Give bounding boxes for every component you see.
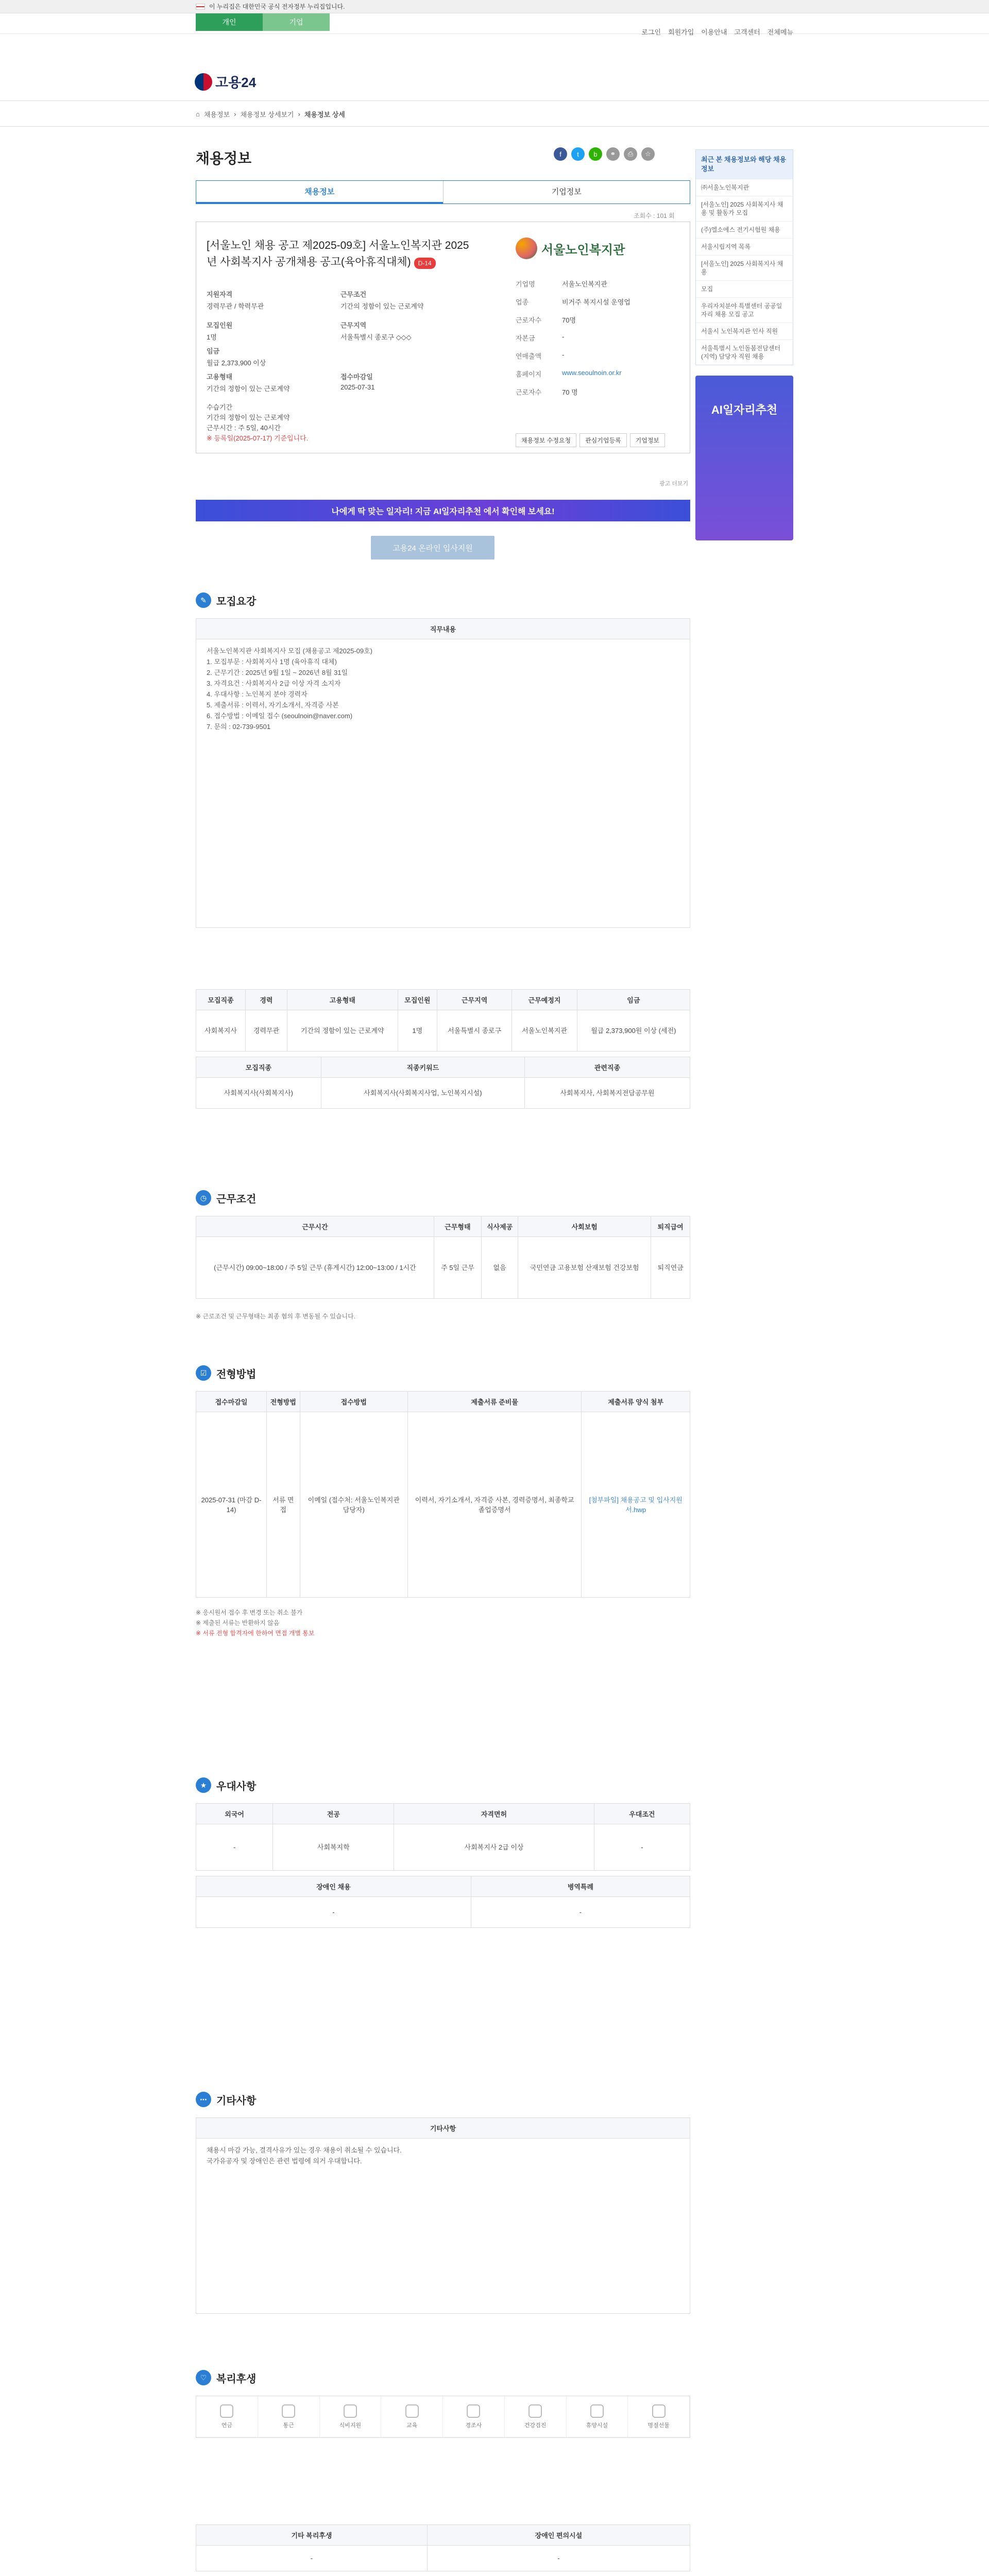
- welfare-item: 식비지원: [320, 2396, 382, 2437]
- etc-icon: ⋯: [196, 2092, 211, 2107]
- sidebar-item[interactable]: ㈜서울노인복지관: [696, 179, 793, 196]
- twitter-icon[interactable]: t: [571, 147, 585, 161]
- fav-company-button[interactable]: 관심기업등록: [579, 433, 627, 447]
- company-info-button[interactable]: 기업정보: [630, 433, 665, 447]
- signup-link[interactable]: 회원가입: [668, 28, 694, 36]
- sidebar-item[interactable]: [서울노인] 2025 사회복지사 채용 및 활동가 모집: [696, 196, 793, 221]
- job-extra: 수습기간 기간의 정함이 있는 근로계약 근무시간 : 주 5일, 40시간 ※ 등록일(2025-07-17) 기준입니다.: [207, 403, 309, 442]
- util-links: [641, 27, 793, 37]
- field-conditions: 근무조건 기간의 정함이 있는 근로계약: [340, 291, 424, 310]
- gov-banner-text: 이 누리집은 대한민국 공식 전자정부 누리집입니다.: [209, 3, 345, 10]
- company-row: 기업명 서울노인복지관: [516, 280, 607, 288]
- work-table: 근무시간 근무형태 식사제공 사회보험 퇴직급여 (근무시간) 09:00~18:00 / 주 5일 근무 (휴게시간) 12:00~13:00 / 1시간 주 5일 근무 없음 국민연금 고용보험 산재보험 건강보험 퇴직연금: [196, 1216, 690, 1299]
- support-link[interactable]: 고객센터: [734, 28, 760, 36]
- recruit-detail-table: 모집직종 경력 고용형태 모집인원 근무지역 근무예정지 임금 사회복지사 경력무관 기간의 정함이 있는 근로계약 1명 서울특별시 종로구 서울노인복지관 월급 2,373,900원 이상 (세전) 모집직종 직종키워드 관련직종 사회복지사(사회복지사) 사회복지사(사회복지사업, 노인복지시설) 사회복지사, 사회복지전담공무원: [196, 989, 690, 1109]
- page-title: 채용정보: [196, 150, 252, 166]
- scrap-icon[interactable]: ☆: [641, 147, 655, 161]
- welfare-item: 연금: [196, 2396, 258, 2437]
- dday-badge: D-14: [414, 258, 436, 269]
- right-sidebar: [695, 149, 793, 540]
- work-icon: ◷: [196, 1190, 211, 1206]
- home-icon[interactable]: ⌂: [196, 110, 200, 118]
- section-pref: ★ 우대사항: [196, 1777, 256, 1793]
- company-row: 업종 비거주 복지시설 운영업: [516, 298, 630, 306]
- field-salary: 임금 월급 2,373,900 이상: [207, 347, 266, 367]
- resort-icon: [590, 2404, 604, 2418]
- apply-notes: ※ 응시원서 접수 후 변경 또는 취소 불가 ※ 제출된 서류는 반환하지 않음 ※ 서류 전형 합격자에 한하여 면접 개별 통보: [196, 1609, 315, 1637]
- attachment-link[interactable]: [첨부파일] 채용공고 및 입사지원서.hwp: [582, 1412, 690, 1598]
- pref-table: 외국어 전공 자격면허 우대조건 - 사회복지학 사회복지사 2급 이상 - 장애인 채용 병역특례 - -: [196, 1803, 690, 1928]
- ai-recommend-ad[interactable]: AI일자리추천: [695, 376, 793, 540]
- welfare-item: 명절선물: [628, 2396, 690, 2437]
- tab-personal[interactable]: 개인: [196, 13, 263, 31]
- top-bar: [0, 13, 989, 34]
- section-etc: ⋯ 기타사항: [196, 2092, 256, 2107]
- all-menu-link[interactable]: 전체메뉴: [767, 28, 793, 36]
- work-note: ※ 근로조건 및 근무형태는 최종 협의 후 변동될 수 있습니다.: [196, 1313, 356, 1320]
- apply-icon: ☑: [196, 1365, 211, 1381]
- section-recruit: ✎ 모집요강: [196, 592, 256, 608]
- tab-job-info[interactable]: 채용정보: [196, 181, 443, 204]
- emblem-icon: [195, 73, 212, 91]
- online-apply-button[interactable]: 고용24 온라인 입사지원: [371, 536, 494, 560]
- field-location: 근무지역 서울특별시 종로구 ◇◇◇: [340, 321, 412, 341]
- share-buttons: [554, 147, 655, 161]
- company-logo: 서울노인복지관: [516, 238, 625, 259]
- link-icon[interactable]: ⚭: [606, 147, 620, 161]
- company-row: 자본금 -: [516, 333, 565, 342]
- field-qualification: 지원자격 경력무관 / 학력무관: [207, 291, 264, 310]
- blog-icon[interactable]: b: [589, 147, 602, 161]
- welfare-item: 휴양시설: [567, 2396, 628, 2437]
- field-deadline: 접수마감일 2025-07-31: [340, 373, 375, 391]
- korea-flag-icon: [196, 4, 205, 10]
- field-employment: 고용형태 기간의 정함이 있는 근로계약: [207, 373, 290, 393]
- view-count: 조회수 : 101 회: [634, 212, 675, 219]
- edit-request-button[interactable]: 채용정보 수정요청: [516, 433, 576, 447]
- print-icon[interactable]: ⎙: [624, 147, 637, 161]
- welfare-table: 기타 복리후생 장애인 편의시설 - -: [196, 2524, 690, 2571]
- welfare-item: 통근: [258, 2396, 320, 2437]
- breadcrumb-current: 채용정보 상세: [304, 111, 345, 118]
- pref-icon: ★: [196, 1777, 211, 1793]
- guide-link[interactable]: 이용안내: [701, 28, 727, 36]
- breadcrumb: ⌂ 채용정보 › 채용정보 상세보기 › 채용정보 상세: [196, 110, 345, 118]
- section-work: ◷ 근무조건: [196, 1190, 256, 1206]
- sidebar-header: 최근 본 채용정보와 해당 채용 정보: [696, 150, 793, 179]
- recruit-table: [196, 618, 690, 928]
- sidebar-item[interactable]: 서울시 노인복지관 인사 직원: [696, 323, 793, 340]
- sidebar-item[interactable]: (주)엘소에스 전기시험원 채용: [696, 221, 793, 238]
- job-desc-body: 서울노인복지관 사회복지사 모집 (채용공고 제2025-09호) 1. 모집부문 : 사회복지사 1명 (육아휴직 대체) 2. 근무기간 : 2025년 9월 1일 ~ 2026년 8월 31일 3. 자격요건 : 사회복지사 2급 이상 자격 소지자 4. 우대사항 : 노인복지 분야 경력자 5. 제출서류 : 이력서, 자기소개서, 자격증 사본 6. 접수방법 : 이메일 접수 (seoulnoin@naver.com) 7. 문의 : 02-739-9501: [196, 639, 690, 928]
- sidebar-item[interactable]: 서울특별시 노인돌봄전담센터(지역) 담당자 직원 채용: [696, 340, 793, 365]
- breadcrumb-item[interactable]: 채용정보 상세보기: [240, 111, 294, 118]
- sidebar-item[interactable]: 서울시립지역 목록: [696, 238, 793, 255]
- welfare-grid: [196, 2396, 690, 2438]
- welfare-item: 경조사: [443, 2396, 505, 2437]
- welfare-icon: ♡: [196, 2370, 211, 2385]
- company-homepage-link[interactable]: www.seoulnoin.or.kr: [562, 369, 622, 377]
- meal-icon: [344, 2404, 357, 2418]
- tab-company[interactable]: 기업: [263, 13, 330, 31]
- job-summary: [196, 222, 690, 453]
- bus-icon: [282, 2404, 295, 2418]
- recruit-icon: ✎: [196, 592, 211, 608]
- company-row: 연매출액 -: [516, 351, 565, 360]
- apply-table: 접수마감일 전형방법 접수방법 제출서류 준비물 제출서류 양식 첨부 2025-07-31 (마감 D-14) 서류 면접 이메일 (접수처: 서울노인복지관 담당자) 이력서, 자기소개서, 자격증 사본, 경력증명서, 최종학교 졸업증명서 [첨부파일] 채용공고 및 입사지원서.hwp: [196, 1391, 690, 1598]
- detail-tabs: [196, 180, 690, 204]
- company-row: 홈페이지 www.seoulnoin.or.kr: [516, 369, 622, 378]
- section-apply: ☑ 전형방법: [196, 1365, 256, 1381]
- ad-more-link[interactable]: 광고 더보기: [659, 481, 689, 487]
- job-title: [서울노인 채용 공고 제2025-09호] 서울노인복지관 2025년 사회복지사 공개채용 공고(육아휴직대체) D-14: [207, 240, 469, 268]
- welfare-item: 건강검진: [505, 2396, 567, 2437]
- gift-icon: [652, 2404, 666, 2418]
- gov-banner: [0, 0, 989, 13]
- login-link[interactable]: 로그인: [641, 28, 661, 36]
- logo-text: 고용24: [215, 75, 257, 90]
- field-headcount: 모집인원 1명: [207, 321, 233, 341]
- job-desc-header: 직무내용: [196, 619, 690, 639]
- breadcrumb-item[interactable]: 채용정보: [203, 111, 230, 118]
- ai-banner[interactable]: 나에게 딱 맞는 일자리! 지금 AI일자리추천 에서 확인해 보세요!: [196, 500, 690, 521]
- facebook-icon[interactable]: f: [554, 147, 567, 161]
- site-logo[interactable]: [195, 72, 256, 91]
- section-welfare: ♡ 복리후생: [196, 2370, 256, 2385]
- sidebar-item[interactable]: [서울노인] 2025 사회복지사 채용: [696, 255, 793, 280]
- company-leaf-icon: [516, 238, 537, 259]
- pension-icon: [220, 2404, 233, 2418]
- company-row: 근로자수 70 명: [516, 388, 578, 396]
- tab-company-info[interactable]: 기업정보: [443, 181, 690, 204]
- etc-table: 기타사항 채용시 마감 가능, 결격사유가 있는 경우 채용이 취소될 수 있습니다. 국가유공자 및 장애인은 관련 법령에 의거 우대합니다.: [196, 2117, 690, 2314]
- health-icon: [528, 2404, 542, 2418]
- sidebar-item[interactable]: 모집: [696, 280, 793, 297]
- sidebar-item[interactable]: 우리자치분야 특별센터 공공일자리 채용 모집 공고: [696, 297, 793, 323]
- event-icon: [467, 2404, 480, 2418]
- company-row: 근로자수 70명: [516, 316, 576, 324]
- education-icon: [405, 2404, 419, 2418]
- welfare-item: 교육: [381, 2396, 443, 2437]
